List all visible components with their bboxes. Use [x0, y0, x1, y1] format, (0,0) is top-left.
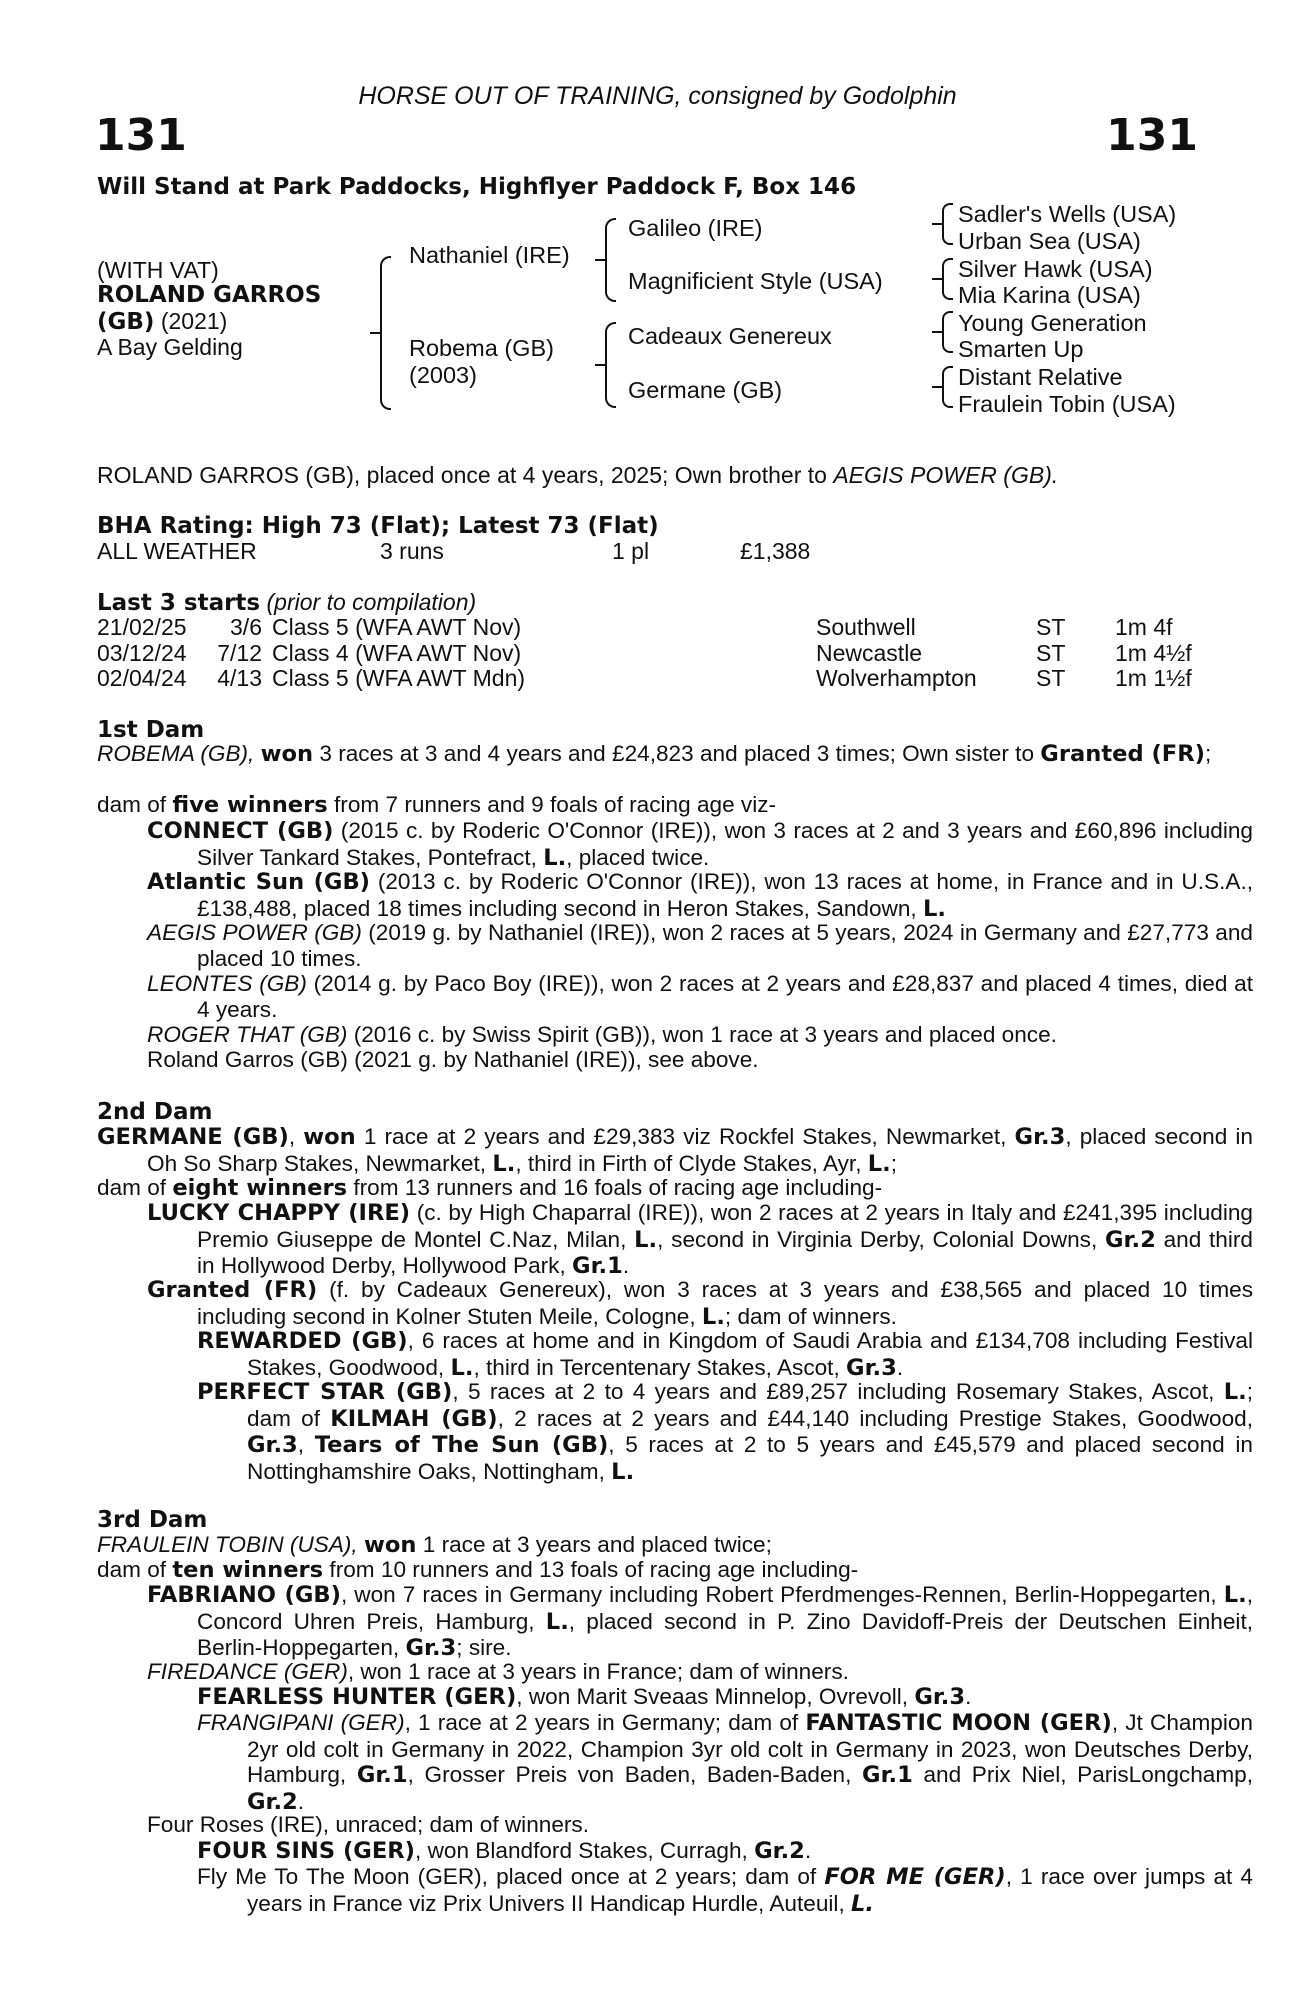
pedigree-brace-ss [942, 203, 953, 245]
second-dam-heading: 2nd Dam [97, 1099, 213, 1125]
text-run: and Prix Niel, ParisLongchamp, [912, 1762, 1253, 1788]
pedigree-sire: Nathaniel (IRE) [409, 242, 570, 268]
text-run: from 13 runners and 16 foals of racing age including- [347, 1175, 883, 1200]
start-pos: 3/6 [230, 614, 262, 640]
pedigree-brace-dd [942, 366, 953, 408]
text-run: Gr.1 [862, 1762, 913, 1789]
text-run: won [303, 1124, 356, 1150]
text-run: L. [634, 1226, 658, 1253]
first-dam-p6 [147, 971, 1253, 1022]
text-run: from 10 runners and 13 foals of racing age including- [323, 1557, 859, 1582]
text-run: . [622, 1253, 630, 1279]
text-run: from 7 runners and 9 foals of racing age viz- [327, 792, 777, 817]
first-dam-p4 [147, 869, 1253, 922]
text-run: won [363, 1532, 417, 1558]
second-dam-p1 [97, 1124, 1253, 1177]
text-run: Four Roses (IRE), unraced; dam of winners. [147, 1812, 590, 1837]
rating-earnings: £1,388 [740, 538, 811, 564]
start-race: Class 5 (WFA AWT Mdn) [272, 665, 526, 691]
text-run: Gr.3 [914, 1684, 966, 1710]
text-run: GERMANE (GB) [97, 1124, 289, 1150]
last-starts-heading: Last 3 starts (prior to compilation) [97, 589, 477, 616]
horse-summary: ROLAND GARROS (GB), placed once at 4 years, 2025; Own brother to AEGIS POWER (GB). [97, 462, 1059, 488]
second-dam-p5 [197, 1328, 1253, 1381]
text-run: REWARDED (GB) [197, 1328, 408, 1354]
rating-placed: 1 pl [612, 538, 650, 564]
text-run: eight winners [172, 1175, 348, 1201]
start-dist: 1m 4½f [1115, 639, 1192, 666]
text-run: FRANGIPANI (GER) [197, 1710, 405, 1735]
third-dam-p4 [147, 1659, 1203, 1685]
start-date: 02/04/24 [97, 665, 187, 691]
text-run: L. [922, 895, 946, 922]
pedigree-brace-gen1 [380, 256, 391, 410]
first-dam-p3 [147, 818, 1253, 871]
pedigree-sire-dam: Magnificient Style (USA) [628, 268, 883, 294]
text-run: , 5 races at 2 to 5 years and £45,579 and placed second in Nottinghamshire Oaks, Nottingham, [247, 1432, 1253, 1484]
first-dam-p8 [147, 1047, 1203, 1073]
pedigree-brace-ds [942, 311, 953, 353]
text-run: , third in Tercentenary Stakes, Ascot, [473, 1354, 847, 1380]
start-surface: ST [1036, 639, 1066, 666]
text-run: , placed twice. [566, 844, 710, 870]
text-run: Gr.3 [1014, 1124, 1066, 1150]
text-run: won [260, 741, 314, 767]
start-course: Newcastle [816, 639, 923, 666]
text-run: Gr.2 [754, 1838, 805, 1864]
text-run: L. [851, 1890, 874, 1917]
text-run: L. [492, 1150, 516, 1177]
text-run: . [297, 1788, 305, 1814]
horse-origin: (GB) (2021) [97, 308, 228, 335]
text-run: , 1 race over jumps at 4 years in France viz Prix Univers II Handicap Hurdle, Auteuil, [247, 1864, 1253, 1916]
text-run: ; sire. [456, 1635, 512, 1661]
text-run: Fly Me To The Moon (GER), placed once at 2 years; dam of [197, 1864, 825, 1889]
text-run: ROBEMA (GB), [97, 741, 261, 766]
text-run: (2019 g. by Nathaniel (IRE)), won 2 races at 5 years, 2024 in Germany and £27,773 and placed 10 times. [197, 920, 1253, 971]
text-run: Atlantic Sun (GB) [147, 869, 370, 895]
text-run: FRAULEIN TOBIN (USA), [97, 1532, 364, 1557]
pedigree-ssd: Urban Sea (USA) [958, 228, 1141, 254]
start-surface: ST [1036, 614, 1066, 640]
horse-description: A Bay Gelding [97, 334, 243, 360]
first-dam-p5 [147, 920, 1253, 971]
second-dam-p3 [147, 1200, 1253, 1280]
text-run: five winners [172, 792, 328, 818]
start-dist: 1m 1½f [1115, 665, 1192, 691]
first-dam-heading: 1st Dam [97, 717, 205, 743]
stand-location: Will Stand at Park Paddocks, Highflyer Paddock F, Box 146 [97, 174, 857, 200]
text-run: Gr.2 [1105, 1226, 1156, 1253]
text-run: dam of [97, 792, 173, 817]
text-run: FANTASTIC MOON (GER) [805, 1710, 1112, 1736]
first-dam-p7 [147, 1022, 1203, 1048]
text-run: L. [611, 1458, 635, 1485]
start-pos: 7/12 [217, 639, 262, 666]
text-run: (2016 c. by Swiss Spirit (GB)), won 1 race at 3 years and placed once. [347, 1022, 1057, 1047]
text-run: . [804, 1838, 812, 1863]
text-run: L. [1223, 1582, 1247, 1608]
text-run: Gr.3 [247, 1432, 298, 1459]
pedigree-dss: Young Generation [958, 310, 1147, 336]
text-run: Granted (FR) [147, 1277, 318, 1303]
text-run: PERFECT STAR (GB) [197, 1379, 453, 1405]
text-run: 3 races at 3 and 4 years and £24,823 and placed 3 times; Own sister to [313, 741, 1041, 766]
text-run: , 2 races at 2 years and £44,140 including Prestige Stakes, Goodwood, [497, 1405, 1253, 1431]
text-run: KILMAH (GB) [330, 1405, 498, 1432]
pedigree-sdd: Mia Karina (USA) [958, 282, 1141, 308]
third-dam-heading: 3rd Dam [97, 1507, 208, 1533]
start-pos: 4/13 [217, 665, 262, 691]
text-run: , placed second in Oh So Sharp Stakes, Newmarket, [147, 1124, 1253, 1176]
third-dam-p9 [197, 1864, 1253, 1917]
text-run: Tears of The Sun (GB) [314, 1432, 609, 1459]
text-run: , won 7 races in Germany including Robert Pferdmenges-Rennen, Berlin-Hoppegarten, [340, 1582, 1224, 1607]
text-run: , won 1 race at 3 years in France; dam of winners. [347, 1659, 849, 1684]
third-dam-p7 [147, 1812, 1203, 1838]
third-dam-p5 [197, 1684, 1203, 1711]
third-dam-p3 [147, 1582, 1253, 1662]
text-run: , Jt Champion 2yr old colt in Germany in 2022, Champion 3yr old colt in Germany in 2023, won Deutsches Derby, Hamburg, [247, 1710, 1253, 1788]
start-date: 21/02/25 [97, 614, 187, 640]
text-run: Granted (FR) [1040, 741, 1205, 767]
text-run: (2015 c. by Roderic O'Connor (IRE)), won 3 races at 2 and 3 years and £60,896 including Silver Tankard Stakes, Pontefract, [197, 818, 1253, 870]
text-run: CONNECT (GB) [147, 818, 334, 844]
text-run: , won Marit Sveaas Minnelop, Ovrevoll, [516, 1684, 915, 1709]
third-dam-p1 [97, 1532, 1203, 1559]
text-run: Gr.3 [846, 1354, 897, 1381]
text-run: FABRIANO (GB) [147, 1582, 341, 1608]
start-date: 03/12/24 [97, 639, 187, 666]
text-run: L. [1223, 1379, 1247, 1405]
vat-note: (WITH VAT) [97, 257, 219, 283]
text-run: , won Blandford Stakes, Curragh, [415, 1838, 755, 1863]
text-run: (c. by High Chaparral (IRE)), won 2 races at 2 years in Italy and £241,395 including Premio Giuseppe de Montel C.Naz, Milan, [197, 1200, 1253, 1252]
text-run: AEGIS POWER (GB) [147, 920, 362, 945]
text-run: , [288, 1124, 304, 1149]
text-run: , Concord Uhren Preis, Hamburg, [197, 1582, 1253, 1634]
text-run: Gr.2 [247, 1788, 298, 1815]
text-run: LUCKY CHAPPY (IRE) [147, 1200, 411, 1226]
text-run: Gr.3 [405, 1635, 457, 1662]
text-run: 1 race at 3 years and placed twice; [416, 1532, 772, 1557]
third-dam-p2 [97, 1557, 1203, 1584]
start-dist: 1m 4f [1115, 614, 1173, 640]
text-run: L. [867, 1150, 891, 1177]
text-run: , Grosser Preis von Baden, Baden-Baden, [407, 1762, 863, 1788]
pedigree-brace-sd [942, 258, 953, 300]
text-run: FEARLESS HUNTER (GER) [197, 1684, 517, 1710]
text-run: L. [450, 1354, 474, 1381]
text-run: 1 race at 2 years and £29,383 viz Rockfel Stakes, Newmarket, [355, 1124, 1015, 1149]
text-run: ; dam of winners. [724, 1303, 897, 1329]
text-run: LEONTES (GB) [147, 971, 307, 996]
text-run: Gr.1 [356, 1762, 408, 1789]
text-run: ten winners [172, 1557, 324, 1583]
text-run: Roland Garros (GB) (2021 g. by Nathaniel (IRE)), see above. [147, 1047, 759, 1072]
pedigree-sire-sire: Galileo (IRE) [628, 215, 763, 241]
third-dam-p6 [197, 1710, 1253, 1815]
pedigree-dam-year: (2003) [409, 362, 477, 388]
bha-rating: BHA Rating: High 73 (Flat); Latest 73 (Flat) [97, 513, 659, 539]
pedigree-sss: Sadler's Wells (USA) [958, 201, 1177, 227]
text-run: ROGER THAT (GB) [147, 1022, 348, 1047]
pedigree-sds: Silver Hawk (USA) [958, 256, 1153, 282]
pedigree-dam: Robema (GB) [409, 335, 554, 361]
lot-number-left: 131 [95, 110, 187, 161]
start-race: Class 5 (WFA AWT Nov) [272, 614, 522, 640]
second-dam-p4 [147, 1277, 1253, 1330]
first-dam-p2 [97, 792, 1203, 819]
pedigree-brace-sire [605, 218, 616, 302]
second-dam-p6 [197, 1379, 1253, 1485]
text-run: ; dam of [247, 1379, 1253, 1431]
text-run: dam of [97, 1175, 173, 1200]
text-run: , third in Firth of Clyde Stakes, Ayr, [515, 1150, 868, 1176]
text-run: L. [701, 1303, 725, 1330]
text-run: ; [1204, 741, 1212, 766]
pedigree-dam-dam: Germane (GB) [628, 377, 783, 403]
horse-name: ROLAND GARROS [97, 282, 322, 308]
start-course: Southwell [816, 614, 916, 640]
text-run: (2013 c. by Roderic O'Connor (IRE)), won 13 races at home, in France and in U.S.A., £138,488, placed 18 times including second in Heron Stakes, Sandown, [197, 869, 1253, 921]
page-header: HORSE OUT OF TRAINING, consigned by Godolphin [358, 82, 957, 110]
lot-number-right: 131 [1106, 110, 1198, 161]
pedigree-brace-dam [605, 322, 616, 408]
second-dam-p2 [97, 1175, 1203, 1202]
pedigree-dds: Distant Relative [958, 364, 1123, 390]
text-run: , placed second in P. Zino Davidoff-Preis der Deutschen Einheit, Berlin-Hoppegarten, [197, 1608, 1254, 1661]
text-run: FIREDANCE (GER) [147, 1659, 348, 1684]
pedigree-dam-sire: Cadeaux Genereux [628, 323, 832, 349]
rating-runs: 3 runs [380, 538, 444, 564]
text-run: . [965, 1684, 972, 1709]
text-run: (2014 g. by Paco Boy (IRE)), won 2 races at 2 years and £28,837 and placed 4 times, died at 4 years. [197, 971, 1253, 1022]
text-run: Gr.1 [572, 1253, 623, 1280]
text-run: , 6 races at home and in Kingdom of Saudi Arabia and £134,708 including Festival Stakes, Goodwood, [247, 1328, 1253, 1380]
text-run: FOUR SINS (GER) [197, 1838, 416, 1864]
text-run: L. [543, 844, 567, 871]
rating-surface: ALL WEATHER [97, 538, 257, 564]
third-dam-p8 [197, 1838, 1203, 1865]
pedigree-ddd: Fraulein Tobin (USA) [958, 391, 1176, 417]
text-run: FOR ME (GER) [824, 1864, 1006, 1890]
text-run: L. [545, 1608, 569, 1635]
pedigree-dsd: Smarten Up [958, 336, 1084, 362]
start-course: Wolverhampton [816, 665, 977, 691]
text-run: , second in Virginia Derby, Colonial Downs, [657, 1226, 1106, 1252]
text-run: (f. by Cadeaux Genereux), won 3 races at 3 years and £38,565 and placed 10 times including second in Kolner Stuten Meile, Cologne, [197, 1277, 1254, 1329]
text-run: and third in Hollywood Derby, Hollywood Park, [197, 1226, 1253, 1279]
text-run: , 1 race at 2 years in Germany; dam of [404, 1710, 806, 1735]
first-dam-p1 [97, 741, 1253, 768]
start-race: Class 4 (WFA AWT Nov) [272, 639, 522, 666]
text-run: dam of [97, 1557, 173, 1582]
text-run: . [896, 1354, 904, 1380]
start-surface: ST [1036, 665, 1066, 691]
text-run: , [297, 1432, 315, 1458]
text-run: , 5 races at 2 to 4 years and £89,257 including Rosemary Stakes, Ascot, [452, 1379, 1224, 1404]
text-run: ; [890, 1150, 898, 1176]
